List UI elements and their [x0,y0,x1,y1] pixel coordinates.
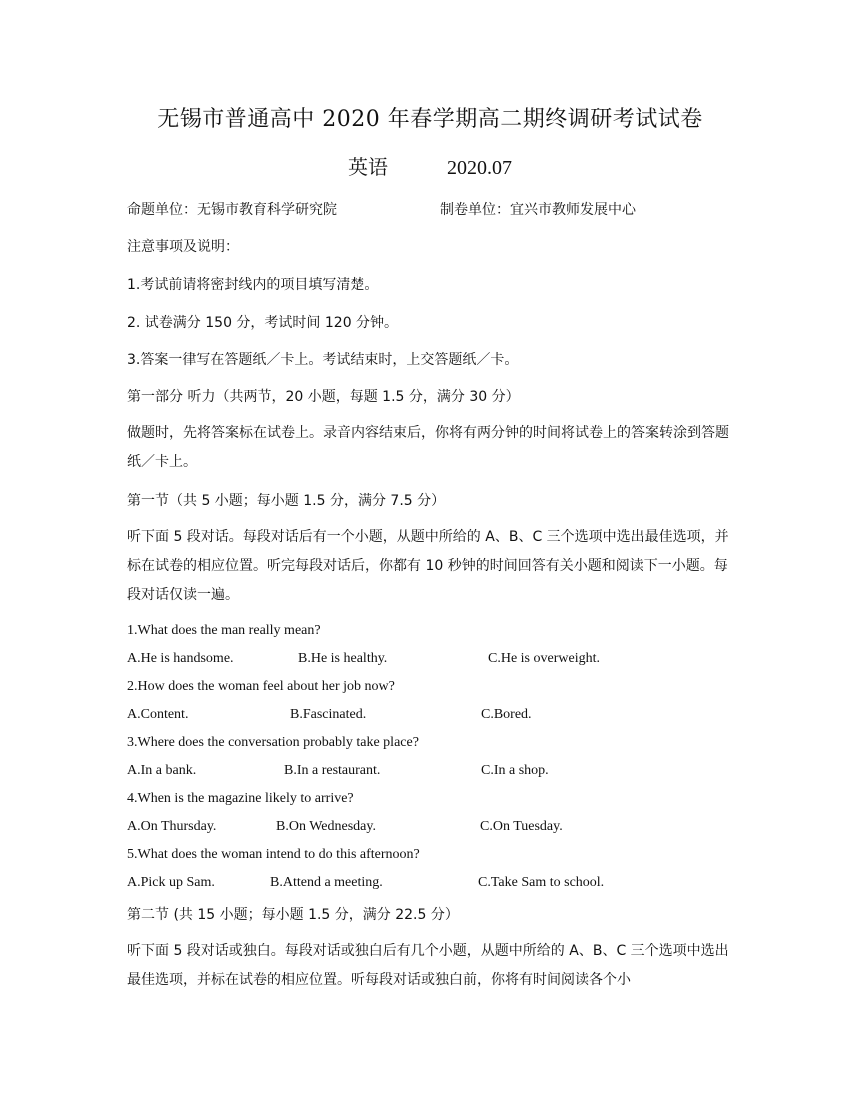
option-c: C.He is overweight. [488,651,600,666]
option-c: C.On Tuesday. [480,819,563,834]
exam-date: 2020.07 [447,157,512,179]
option-a: A.Content. [127,707,189,722]
option-c: C.Bored. [481,707,532,722]
option-c: C.Take Sam to school. [478,875,605,890]
issuer-left: 命题单位：无锡市教育科学研究院 [127,202,337,218]
question-text: 2.How does the woman feel about her job now? [127,679,395,694]
option-a: A.Pick up Sam. [127,875,215,890]
section1-heading: 第一节（共 5 小题；每小题 1.5 分，满分 7.5 分） [127,493,446,509]
option-b: B.Attend a meeting. [270,875,383,890]
note-item: 1.考试前请将密封线内的项目填写清楚。 [127,277,379,293]
question-text: 4.When is the magazine likely to arrive? [127,791,354,806]
option-a: A.On Thursday. [127,819,217,834]
option-b: B.In a restaurant. [284,763,381,778]
question-text: 5.What does the woman intend to do this afternoon? [127,847,420,862]
page-title: 无锡市普通高中 2020 年春学期高二期终调研考试试卷 [157,107,703,132]
part1-heading: 第一部分 听力（共两节，20 小题，每题 1.5 分，满分 30 分） [127,389,520,405]
issuer-right: 制卷单位：宜兴市教师发展中心 [440,202,636,218]
section2-instructions: 听下面 5 段对话或独白。每段对话或独白后有几个小题，从题中所给的 A、B、C 三个选项中选出最佳选项，并标在试卷的相应位置。听每段对话或独白前，你将有时间阅读各个小 [127,943,729,988]
option-b: B.On Wednesday. [276,819,376,834]
question-text: 3.Where does the conversation probably take place? [127,735,419,750]
note-item: 2. 试卷满分 150 分，考试时间 120 分钟。 [127,315,399,331]
option-a: A.In a bank. [127,763,197,778]
option-b: B.He is healthy. [298,651,388,666]
option-b: B.Fascinated. [290,707,367,722]
subtitle [0,153,860,182]
option-c: C.In a shop. [481,763,549,778]
section1-instructions: 听下面 5 段对话。每段对话后有一个小题，从题中所给的 A、B、C 三个选项中选出最佳选项，并标在试卷的相应位置。听完每段对话后，你都有 10 秒钟的时间回答有关小题和阅读下一小题。每段对话仅读一遍。 [127,529,729,603]
question-text: 1.What does the man really mean? [127,623,321,638]
part1-instructions: 做题时，先将答案标在试卷上。录音内容结束后，你将有两分钟的时间将试卷上的答案转涂到答题纸／卡上。 [127,425,729,470]
note-item: 3.答案一律写在答题纸／卡上。考试结束时，上交答题纸／卡。 [127,352,519,368]
option-a: A.He is handsome. [127,651,234,666]
notes-heading: 注意事项及说明： [127,239,239,255]
section2-heading: 第二节 (共 15 小题；每小题 1.5 分，满分 22.5 分） [127,907,459,923]
subject-label: 英语 [348,155,388,179]
